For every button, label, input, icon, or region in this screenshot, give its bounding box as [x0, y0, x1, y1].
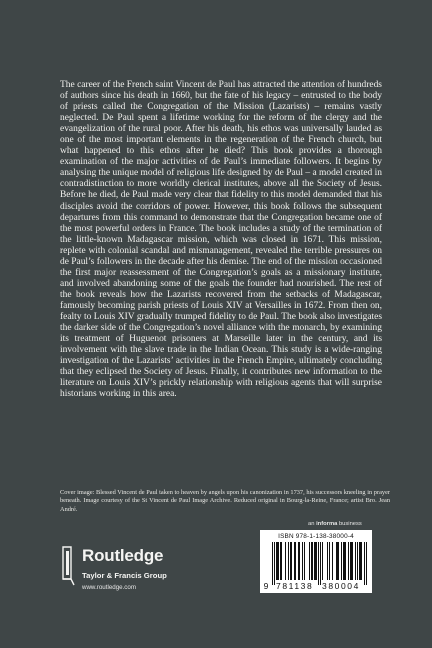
barcode-bar — [327, 542, 328, 580]
barcode-bar — [355, 542, 356, 580]
barcode-bar — [337, 542, 338, 580]
barcode-bar — [343, 542, 344, 580]
barcode-bar — [332, 542, 333, 580]
barcode-bar — [291, 542, 292, 580]
barcode-bar — [344, 542, 345, 580]
barcode-bar — [294, 542, 295, 580]
barcode-bar — [281, 542, 282, 580]
barcode-bar — [357, 542, 358, 580]
barcode-bar — [320, 542, 321, 585]
barcode-bar — [304, 542, 305, 580]
barcode-digit-group: 380004 — [322, 581, 360, 591]
barcode-bar — [280, 542, 281, 580]
barcode-bar — [329, 542, 330, 580]
barcode-bar — [309, 542, 310, 580]
barcode-bar — [278, 542, 279, 580]
routledge-logo-icon — [60, 545, 78, 591]
barcode-bar — [351, 542, 352, 580]
informa-business-tagline — [308, 521, 362, 527]
barcode-bar — [315, 542, 316, 580]
barcode-bar — [336, 542, 337, 580]
barcode-bar — [348, 542, 349, 580]
barcode-bar — [359, 542, 360, 580]
barcode-bar — [341, 542, 342, 580]
publisher-url: www.routledge.com — [82, 584, 136, 591]
barcode-bar — [288, 542, 289, 580]
barcode-bar — [299, 542, 300, 580]
barcode-bar — [272, 542, 273, 585]
informa-suffix: business — [337, 521, 362, 527]
barcode-bar — [277, 542, 278, 580]
publisher-group: Taylor & Francis Group — [82, 571, 167, 580]
barcode-bar — [312, 542, 313, 580]
barcode-bar — [352, 542, 353, 580]
barcode-bar — [350, 542, 351, 580]
isbn-barcode — [260, 530, 372, 593]
barcode-bar — [316, 542, 317, 580]
barcode-bar — [295, 542, 296, 580]
informa-prefix: an — [308, 521, 317, 527]
barcode-digit-group: 9 — [263, 581, 270, 591]
barcode-bar — [274, 542, 275, 585]
barcode-bar — [311, 542, 312, 580]
barcode-bar — [314, 542, 315, 580]
barcode-bars — [260, 530, 372, 593]
barcode-bar — [276, 542, 277, 580]
publisher-name: Routledge — [82, 546, 164, 565]
barcode-bar — [338, 542, 339, 580]
barcode-bar — [364, 542, 365, 585]
barcode-bar — [318, 542, 319, 585]
barcode-bar — [361, 542, 362, 580]
barcode-bar — [290, 542, 291, 580]
back-cover-blurb: The career of the French saint Vincent de Paul has attracted the attention of hundreds of authors since his death in 1660, but the fate of his legacy – entrusted to the body of priests called the Congregation of the Mission (Lazarists) – remains vastly neglected. De Paul spent a lifetime working for the reform of the clergy and the evangelization of the rural poor. After his death, his ethos was universally lauded as one of the most important elements in the regeneration of the French church, but what happened to this ethos after he died? This book provides a thorough examination of the major activities of de Paul’s immediate followers. It begins by analysing the unique model of religious life designed by de Paul – a model created in contradistinction to more worldly clerical institutes, above all the Society of Jesus. Before he died, de Paul made very clear that fidelity to this model demanded that his disciples avoid the corridors of power. However, this book follows the subsequent departures from this command to demonstrate that the Congregation became one of the most powerful orders in France. The book includes a study of the termination of the little-known Madagascar mission, which was closed in 1671. This mission, replete with colonial scandal and mismanagement, revealed the terrible pressures on de Paul’s followers in the decade after his demise. The end of the mission occasioned the first major reassessment of the Congregation’s goals as a missionary institute, and involved abandoning some of the goals the founder had nourished. The rest of the book reveals how the Lazarists recovered from the setbacks of Madagascar, famously becoming parish priests of Louis XIV at Versailles in 1672. From then on, fealty to Louis XIV gradually trumped fidelity to de Paul. The book also investigates the darker side of the Congregation’s novel alliance with the monarch, by examining its treatment of Huguenot prisoners at Marseille later in the century, and its involvement with the slave trade in the Indian Ocean. This study is a wide-ranging investigation of the Lazarists’ activities in the French Empire, ultimately concluding that they eclipsed the Society of Jesus. Finally, it contributes new information to the literature on Louis XIV’s prickly relationship with religious agents that will surprise historians working in this area. — [60, 80, 382, 400]
barcode-bar — [322, 542, 323, 580]
barcode-bar — [366, 542, 367, 585]
barcode-digit-group: 781138 — [276, 581, 314, 591]
cover-image-credit: Cover image: Blessed Vincent de Paul taken to heaven by angels upon his canonization in 1737, his successors kneeling in prayer beneath. Image courtesy of the St Vincent de Paul Image Archive. Reduced original in Bourg-la-Reine, France; artist Bro. Jean André. — [60, 489, 390, 513]
barcode-bar — [360, 542, 361, 580]
barcode-bar — [302, 542, 303, 580]
isbn-number: ISBN 978-1-138-38000-4 — [278, 533, 354, 540]
informa-brand: informa — [316, 521, 338, 527]
barcode-bar — [285, 542, 286, 580]
barcode-bar — [298, 542, 299, 580]
barcode-bar — [345, 542, 346, 580]
